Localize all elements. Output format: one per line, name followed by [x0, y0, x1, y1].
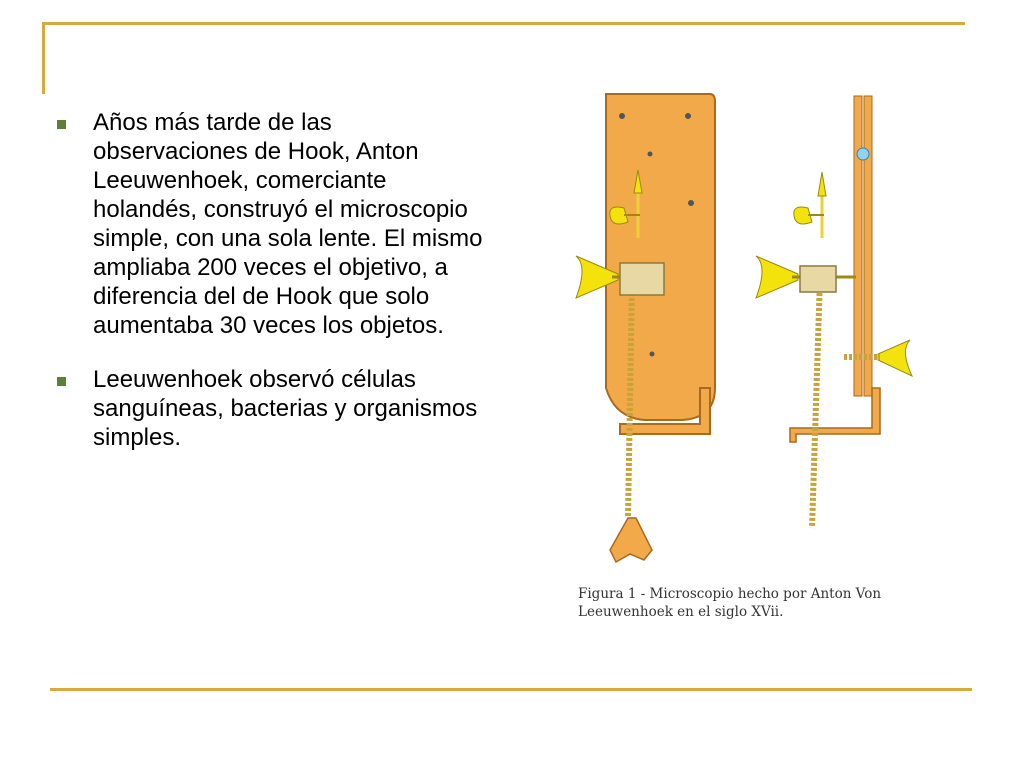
screw-hole — [648, 152, 653, 157]
square-bullet-icon — [57, 377, 66, 386]
bullet-list — [56, 108, 488, 477]
handle — [610, 518, 652, 562]
screw-hole — [650, 352, 655, 357]
square-bullet-icon — [57, 120, 66, 129]
frame-top-line — [42, 22, 965, 25]
right-threaded-rod — [812, 278, 820, 528]
right-lens-block — [800, 266, 836, 292]
microscope-figure — [560, 88, 950, 628]
frame-bottom-line — [50, 688, 972, 691]
frame-rod — [864, 96, 872, 396]
frame-rod — [854, 96, 862, 396]
lens — [857, 148, 869, 160]
microscope-illustration — [560, 88, 950, 578]
screw-hole — [619, 113, 625, 119]
lens-block — [620, 263, 664, 295]
bullet-item-observations — [56, 365, 488, 452]
screw-hole — [685, 113, 691, 119]
bullet-text: Años más tarde de las observaciones de Hook, Anton Leeuwenhoek, comerciante holandés, construyó el microscopio simple, con una sola lente. El mismo ampliaba 200 veces el objetivo, a diferencia del de Hook que solo aumentaba 30 veces los objetos. — [93, 109, 483, 339]
right-pin-tip — [818, 172, 826, 196]
wooden-plate — [606, 94, 715, 420]
right-horn-knob — [756, 256, 798, 298]
figure-caption — [578, 585, 958, 621]
bullet-text: Leeuwenhoek observó células sanguíneas, bacterias y organismos simples. — [93, 366, 478, 451]
bullet-item-history — [56, 108, 488, 340]
frame-left-line — [42, 22, 45, 94]
screw-hole — [688, 200, 694, 206]
caption-line-2: Leeuwenhoek en el siglo XVii. — [578, 604, 784, 620]
right-horn-knob-lower — [878, 340, 912, 376]
caption-line-1: Figura 1 - Microscopio hecho por Anton Von — [578, 586, 882, 602]
